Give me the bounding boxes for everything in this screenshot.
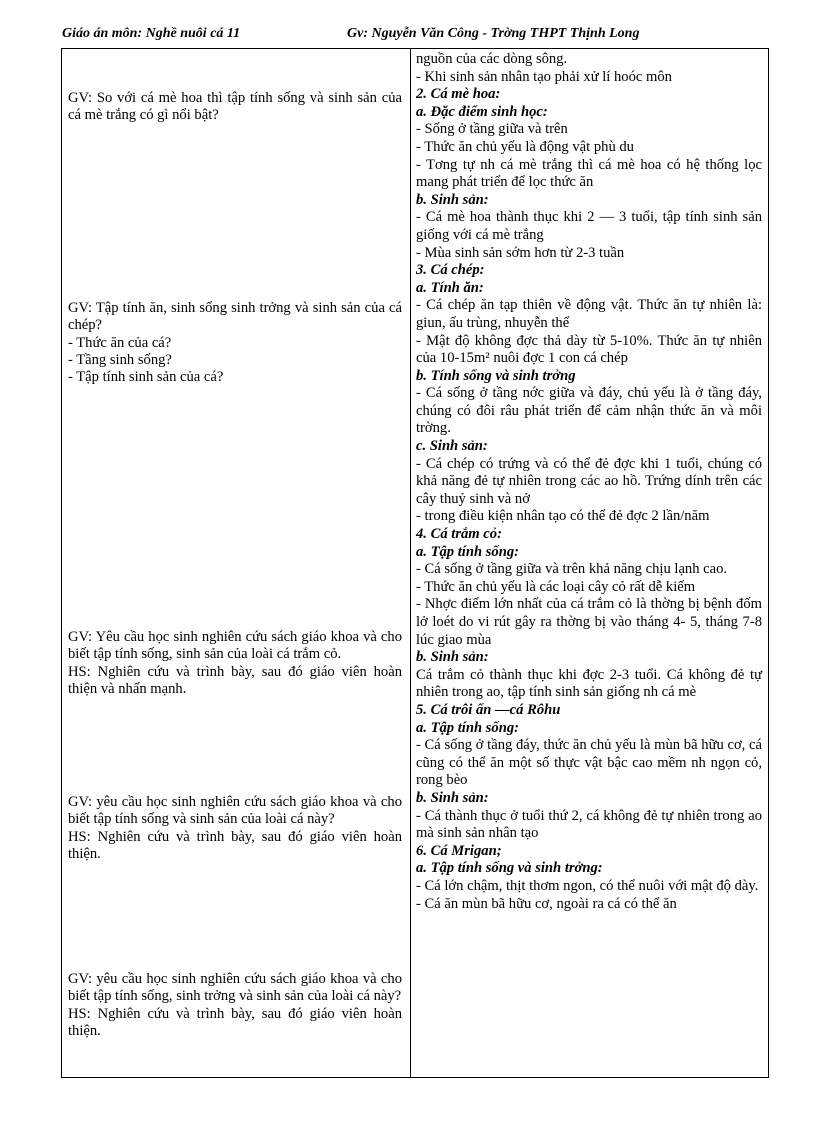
section-heading: 3. Cá chép: — [416, 262, 485, 279]
section-heading: a. Tính ăn: — [416, 279, 484, 296]
content-line: - Cá sống ở tầng giữa và trên khả năng chịu lạnh cao. — [416, 561, 728, 578]
content-line: - Thức ăn chủ yếu là các loại cây cỏ rất dễ kiếm — [416, 578, 696, 595]
content-line: - Cá sống ở tầng đáy, thức ăn chủ yếu là mùn bã hữu cơ, cá cũng có thể ăn một số thực vật bậc cao mềm nh ngọn cỏ, rong bèo — [416, 737, 762, 789]
content-line: - Tơng tự nh cá mè trắng thì cá mè hoa có hệ thống lọc mang phát triển để lọc thức ăn — [416, 156, 762, 191]
content-text — [416, 51, 762, 913]
content-line: - Thức ăn chủ yếu là động vật phù du — [416, 138, 634, 155]
content-line: - trong điều kiện nhân tạo có thể đẻ đợc 2 lần/năm — [416, 508, 710, 525]
section-heading: 4. Cá trắm cỏ: — [416, 526, 502, 543]
section-heading: a. Đặc điểm sinh học: — [416, 103, 548, 120]
section-heading: a. Tập tính sống: — [416, 719, 519, 736]
content-line: - Cá mè hoa thành thục khi 2 — 3 tuổi, tập tính sinh sản giống với cá mè trắng — [416, 209, 762, 243]
content-column — [411, 49, 769, 1078]
content-line: - Cá ăn mùn bã hữu cơ, ngoài ra cá có thể ăn — [416, 895, 677, 912]
content-line: - Khi sinh sản nhân tạo phải xử lí hoóc môn — [416, 68, 672, 85]
activity-line: HS: Nghiên cứu và trình bày, sau đó giáo viên hoàn thiện và nhấn mạnh. — [68, 663, 402, 697]
content-line: - Nhợc điểm lớn nhất của cá trắm cỏ là thờng bị bệnh đốm lở loét do vi rút gây ra thờng bị vào tháng 4- 5, tháng 7-8 lúc giao mùa — [416, 596, 762, 648]
activity-line: GV: So với cá mè hoa thì tập tính sống và sinh sản của cá mè trắng có gì nổi bật? — [68, 90, 402, 124]
section-heading: c. Sinh sản: — [416, 438, 488, 455]
section-heading: 5. Cá trôi ấn —cá Rôhu — [416, 701, 561, 718]
page-header — [62, 26, 762, 46]
activity-block-ca-chep — [68, 300, 402, 386]
content-line: - Cá chép ăn tạp thiên về động vật. Thức ăn tự nhiên là: giun, ấu trùng, nhuyễn thể — [416, 297, 762, 331]
section-heading: 2. Cá mè hoa: — [416, 86, 501, 103]
section-heading: a. Tập tính sống và sinh trởng: — [416, 860, 603, 877]
section-heading: b. Sinh sản: — [416, 789, 489, 806]
activity-line: HS: Nghiên cứu và trình bày, sau đó giáo viên hoàn thiện. — [68, 1005, 402, 1039]
section-heading: a. Tập tính sống: — [416, 543, 519, 560]
activity-line: GV: yêu cầu học sinh nghiên cứu sách giáo khoa và cho biết tập tính sống và sinh sản của loài cá này? — [68, 794, 402, 828]
content-line: - Cá thành thục ở tuổi thứ 2, cá không đẻ tự nhiên trong ao mà sinh sản nhân tạo — [416, 807, 762, 842]
activity-line: - Thức ăn của cá? — [68, 334, 172, 351]
section-heading: b. Sinh sản: — [416, 649, 489, 666]
content-line: - Cá chép có trứng và có thể đẻ đợc khi 1 tuổi, chúng có khả năng đẻ tự nhiên trong các ao hồ. Trứng dính trên các cây thuỷ sinh và nở — [416, 455, 762, 507]
section-heading: b. Sinh sản: — [416, 191, 489, 208]
content-line: - Mật độ không đợc thả dày từ 5-10%. Thức ăn tự nhiên của 10-15m² nuôi đợc 1 con cá chép — [416, 332, 762, 367]
activity-line: - Tầng sinh sống? — [68, 351, 172, 368]
activity-line: - Tập tính sinh sản của cá? — [68, 369, 224, 386]
teacher-activity-column — [62, 49, 411, 1078]
activity-line: GV: yêu cầu học sinh nghiên cứu sách giáo khoa và cho biết tập tính sống, sinh trởng và sinh sản của loài cá này? — [68, 971, 402, 1005]
activity-line: HS: Nghiên cứu và trình bày, sau đó giáo viên hoàn thiện. — [68, 828, 402, 862]
content-line: Cá trắm cỏ thành thục khi đợc 2-3 tuổi. Cá không đẻ tự nhiên trong ao, tập tính sinh sản giống nh cá mè — [416, 666, 762, 701]
activity-block-troi-an — [68, 794, 402, 863]
content-line: - Cá sống ở tầng nớc giữa và đáy, chủ yếu là ở tầng đáy, chúng có đôi râu phát triển để cảm nhận thức ăn và môi trờng. — [416, 385, 762, 437]
section-heading: b. Tính sống và sinh trởng — [416, 367, 576, 384]
lesson-table — [61, 48, 769, 1078]
content-line: - Mùa sinh sản sớm hơn từ 2-3 tuần — [416, 244, 625, 261]
teacher-school: Gv: Nguyễn Văn Công - Trờng THPT Thịnh Long — [347, 26, 640, 41]
activity-line: GV: Tập tính ăn, sinh sống sinh trởng và sinh sản của cá chép? — [68, 300, 402, 334]
content-line: - Cá lớn chậm, thịt thơm ngon, có thể nuôi với mật độ dày. — [416, 877, 759, 894]
activity-line: GV: Yêu cầu học sinh nghiên cứu sách giáo khoa và cho biết tập tính sống, sinh sản của loài cá trắm cỏ. — [68, 629, 402, 663]
content-line: - Sống ở tầng giữa và trên — [416, 121, 568, 138]
section-heading: 6. Cá Mrigan; — [416, 842, 502, 859]
subject-title: Giáo án môn: Nghề nuôi cá 11 — [62, 26, 241, 41]
activity-block-me-trang — [68, 90, 402, 125]
content-line: nguồn của các dòng sông. — [416, 51, 568, 67]
activity-block-tram-co — [68, 629, 402, 698]
activity-block-mrigan — [68, 971, 402, 1040]
